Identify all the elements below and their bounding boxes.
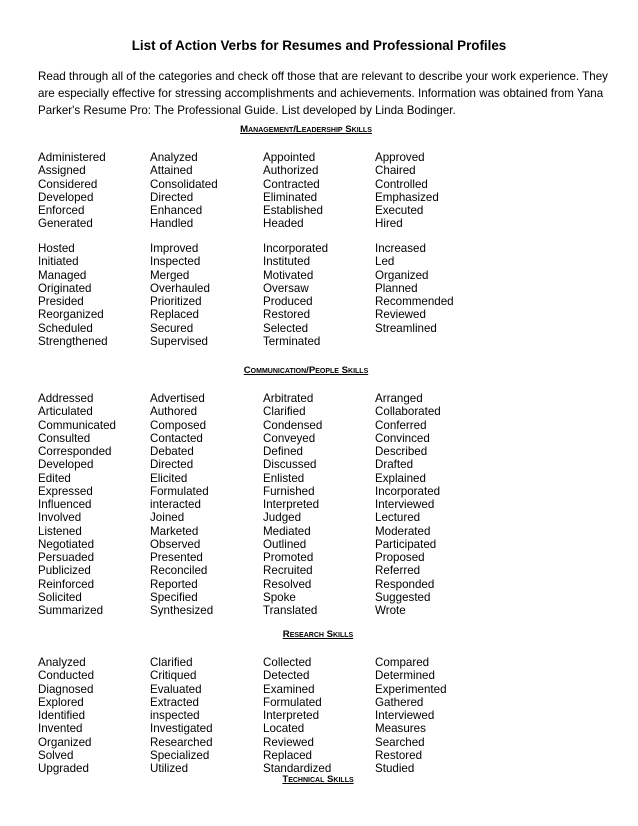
verb-row — [38, 472, 578, 485]
verb-cell: Extracted — [150, 695, 199, 709]
verb-cell: Generated — [38, 217, 93, 231]
verb-cell: Motivated — [263, 268, 314, 282]
verb-row — [38, 511, 578, 524]
verb-cell: Translated — [263, 604, 318, 617]
verb-cell — [375, 335, 505, 348]
verb-cell: Chaired — [375, 164, 416, 178]
verb-row — [38, 242, 578, 255]
verb-cell: Authored — [150, 405, 198, 419]
verb-row — [38, 392, 578, 405]
verb-cell: Outlined — [263, 537, 307, 551]
verb-cell: Interviewed — [375, 709, 435, 722]
verb-cell: Detected — [263, 669, 310, 683]
verb-cell: Spoke — [263, 590, 296, 604]
verb-cell: Emphasized — [375, 190, 439, 204]
verb-cell: Determined — [375, 669, 435, 683]
verb-cell: Approved — [375, 151, 425, 164]
verb-cell: Arranged — [375, 392, 423, 405]
verb-cell: Restored — [263, 308, 311, 322]
verb-cell: Presided — [38, 295, 84, 308]
verb-row — [38, 498, 578, 511]
verb-cell: Scheduled — [38, 321, 93, 335]
verb-cell: Overhauled — [150, 281, 210, 295]
verb-cell: Incorporated — [375, 484, 441, 498]
verb-cell: Produced — [263, 295, 313, 308]
verb-cell: Reported — [150, 577, 198, 591]
verb-cell: Addressed — [38, 392, 94, 405]
verb-cell: Suggested — [375, 590, 431, 604]
section-heading-research: Research Skills — [282, 629, 354, 640]
verb-cell: Interviewed — [375, 498, 435, 511]
verb-row — [38, 445, 578, 458]
verb-cell: Reviewed — [375, 308, 426, 322]
verb-cell: Appointed — [263, 151, 316, 164]
verb-cell: Initiated — [38, 255, 79, 269]
verb-cell: Marketed — [150, 524, 199, 538]
verb-row — [38, 696, 578, 709]
verb-cell: Compared — [375, 656, 430, 669]
verb-row — [38, 458, 578, 471]
verb-cell: Consulted — [38, 431, 91, 445]
verb-row — [38, 204, 578, 217]
verb-cell: Persuaded — [38, 551, 95, 564]
verb-cell: Led — [375, 255, 395, 269]
verb-cell: Conferred — [375, 418, 427, 432]
verb-cell: Investigated — [150, 722, 213, 736]
verb-cell: Corresponded — [38, 445, 112, 458]
verb-cell: Solicited — [38, 590, 82, 604]
verb-cell: Promoted — [263, 551, 314, 564]
verb-cell: Secured — [150, 321, 194, 335]
verb-row — [38, 591, 578, 604]
verb-cell: Prioritized — [150, 295, 202, 308]
verb-cell: Located — [263, 722, 305, 736]
verb-cell: Recruited — [263, 564, 313, 578]
verb-cell: Measures — [375, 722, 426, 736]
verb-cell: Moderated — [375, 524, 431, 538]
verb-cell: Clarified — [263, 405, 306, 419]
verb-cell: Drafted — [375, 458, 414, 472]
verb-cell: Condensed — [263, 418, 323, 432]
verb-row — [38, 564, 578, 577]
verb-cell: Reinforced — [38, 577, 95, 591]
verb-cell: Defined — [263, 445, 303, 458]
document-title: List of Action Verbs for Resumes and Professional Profiles — [131, 38, 507, 53]
verb-cell: Judged — [263, 511, 302, 525]
verb-cell: Reviewed — [263, 735, 314, 749]
verb-row — [38, 322, 578, 335]
verb-cell: Managed — [38, 268, 87, 282]
verb-row — [38, 736, 578, 749]
verb-cell: Examined — [263, 682, 315, 696]
verb-cell: Improved — [150, 242, 199, 255]
verb-cell: Terminated — [263, 334, 321, 348]
verb-cell: Joined — [150, 511, 185, 525]
verb-row — [38, 217, 578, 230]
verb-cell: Formulated — [150, 484, 209, 498]
verb-cell: Collaborated — [375, 405, 441, 419]
verb-cell: Formulated — [263, 695, 322, 709]
verb-cell: Consolidated — [150, 177, 218, 191]
section-heading-technical: Technical Skills — [282, 774, 354, 785]
verb-cell: Advertised — [150, 392, 205, 405]
verb-cell: Handled — [150, 217, 194, 231]
intro-line: Parker's Resume Pro: The Professional Guide. List developed by Linda Bodinger. — [38, 104, 456, 117]
verb-cell: Clarified — [150, 656, 193, 669]
verb-cell: Researched — [150, 735, 213, 749]
verb-cell: Negotiated — [38, 537, 95, 551]
verb-cell: Interpreted — [263, 498, 320, 511]
verb-cell: Hired — [375, 217, 403, 231]
verb-cell: Controlled — [375, 177, 428, 191]
verb-cell: Enlisted — [263, 471, 305, 485]
verb-row — [38, 335, 578, 348]
verb-row — [38, 151, 578, 164]
verb-row — [38, 683, 578, 696]
verb-cell: Merged — [150, 268, 190, 282]
verb-cell: Resolved — [263, 577, 312, 591]
intro-line: are especially effective for stressing accomplishments and achievements. Information was obtained from Yana — [38, 87, 604, 100]
verb-cell: Directed — [150, 190, 194, 204]
verb-cell: Supervised — [150, 334, 209, 348]
intro-line: Read through all of the categories and check off those that are relevant to describe your work experience. They — [38, 70, 608, 83]
verb-row — [38, 419, 578, 432]
verb-cell: Conducted — [38, 669, 95, 683]
verb-cell: Discussed — [263, 458, 317, 472]
verb-cell: Administered — [38, 151, 106, 164]
verb-cell: Enforced — [38, 204, 85, 217]
verb-cell: Utilized — [150, 762, 189, 775]
verb-cell: Headed — [263, 217, 304, 231]
verb-cell: Enhanced — [150, 204, 203, 217]
management-verbs-group-2 — [38, 242, 578, 348]
verb-row — [38, 485, 578, 498]
verb-row — [38, 656, 578, 669]
verb-cell: Executed — [375, 204, 424, 217]
verb-cell: Arbitrated — [263, 392, 314, 405]
verb-cell: Selected — [263, 321, 309, 335]
verb-cell: Responded — [375, 577, 435, 591]
verb-row — [38, 525, 578, 538]
verb-cell: Searched — [375, 735, 425, 749]
verb-cell: Specialized — [150, 748, 210, 762]
verb-cell: Elicited — [150, 471, 188, 485]
verb-cell: Directed — [150, 458, 194, 472]
verb-row — [38, 749, 578, 762]
verb-cell: Considered — [38, 177, 98, 191]
verb-cell: Referred — [375, 564, 421, 578]
verb-row — [38, 722, 578, 735]
verb-cell: Established — [263, 204, 323, 217]
intro-paragraph — [38, 68, 608, 119]
verb-cell: Developed — [38, 190, 94, 204]
verb-cell: Convinced — [375, 431, 430, 445]
verb-cell: Conveyed — [263, 431, 316, 445]
verb-cell: Analyzed — [38, 656, 86, 669]
verb-cell: Lectured — [375, 511, 421, 525]
verb-cell: Solved — [38, 748, 74, 762]
verb-cell: Replaced — [150, 308, 199, 322]
verb-cell: Synthesized — [150, 604, 214, 617]
verb-row — [38, 269, 578, 282]
verb-cell: Mediated — [263, 524, 311, 538]
verb-cell: Listened — [38, 524, 82, 538]
verb-cell: interacted — [150, 498, 201, 511]
verb-cell: Debated — [150, 445, 194, 458]
verb-cell: Interpreted — [263, 709, 320, 722]
verb-row — [38, 308, 578, 321]
verb-cell: Furnished — [263, 484, 315, 498]
verb-row — [38, 432, 578, 445]
section-heading-communication: Communication/People Skills — [243, 365, 369, 376]
verb-cell: Instituted — [263, 255, 311, 269]
verb-cell: Developed — [38, 458, 94, 472]
verb-cell: Evaluated — [150, 682, 202, 696]
verb-cell: Incorporated — [263, 242, 329, 255]
verb-row — [38, 538, 578, 551]
verb-cell: Critiqued — [150, 669, 197, 683]
verb-cell: Diagnosed — [38, 682, 94, 696]
verb-cell: Involved — [38, 511, 82, 525]
verb-row — [38, 282, 578, 295]
verb-cell: Presented — [150, 551, 203, 564]
verb-cell: Standardized — [263, 762, 332, 775]
research-verbs — [38, 656, 578, 775]
verb-cell: Organized — [38, 735, 92, 749]
verb-row — [38, 191, 578, 204]
verb-row — [38, 604, 578, 617]
verb-row — [38, 578, 578, 591]
verb-row — [38, 295, 578, 308]
verb-cell: Planned — [375, 281, 418, 295]
verb-cell: Invented — [38, 722, 83, 736]
verb-cell: Collected — [263, 656, 312, 669]
verb-cell: Experimented — [375, 682, 447, 696]
verb-cell: Oversaw — [263, 281, 309, 295]
verb-cell: Wrote — [375, 604, 406, 617]
verb-cell: Explored — [38, 695, 84, 709]
verb-cell: Reconciled — [150, 564, 208, 578]
verb-cell: Analyzed — [150, 151, 198, 164]
verb-cell: Authorized — [263, 164, 319, 178]
verb-cell: Edited — [38, 471, 71, 485]
verb-row — [38, 178, 578, 191]
verb-cell: Described — [375, 445, 428, 458]
verb-cell: Explained — [375, 471, 426, 485]
section-heading-management: Management/Leadership Skills — [240, 124, 372, 135]
verb-cell: Inspected — [150, 255, 201, 269]
verb-cell: Originated — [38, 281, 92, 295]
verb-cell: Publicized — [38, 564, 91, 578]
verb-cell: Gathered — [375, 695, 424, 709]
verb-row — [38, 551, 578, 564]
verb-cell: Contracted — [263, 177, 320, 191]
verb-cell: Recommended — [375, 295, 454, 308]
verb-cell: Replaced — [263, 748, 312, 762]
verb-cell: Observed — [150, 537, 201, 551]
verb-cell: Specified — [150, 590, 198, 604]
verb-cell: Eliminated — [263, 190, 318, 204]
verb-cell: Communicated — [38, 418, 116, 432]
verb-cell: Upgraded — [38, 762, 89, 775]
verb-cell: Identified — [38, 709, 86, 722]
verb-cell: Hosted — [38, 242, 75, 255]
verb-cell: Proposed — [375, 551, 425, 564]
verb-cell: Assigned — [38, 164, 86, 178]
verb-cell: Studied — [375, 762, 415, 775]
verb-cell: inspected — [150, 709, 200, 722]
verb-row — [38, 255, 578, 268]
verb-row — [38, 709, 578, 722]
verb-row — [38, 164, 578, 177]
verb-cell: Expressed — [38, 484, 93, 498]
verb-cell: Influenced — [38, 498, 92, 511]
verb-cell: Contacted — [150, 431, 203, 445]
management-verbs-group-1 — [38, 151, 578, 231]
verb-cell: Attained — [150, 164, 193, 178]
verb-cell: Streamlined — [375, 321, 437, 335]
verb-cell: Restored — [375, 748, 423, 762]
verb-cell: Reorganized — [38, 308, 104, 322]
verb-cell: Composed — [150, 418, 207, 432]
verb-cell: Strengthened — [38, 334, 108, 348]
verb-row — [38, 405, 578, 418]
communication-verbs — [38, 392, 578, 617]
verb-cell: Summarized — [38, 604, 104, 617]
verb-cell: Participated — [375, 537, 437, 551]
verb-row — [38, 669, 578, 682]
verb-cell: Articulated — [38, 405, 93, 419]
verb-cell: Increased — [375, 242, 426, 255]
verb-cell: Organized — [375, 268, 429, 282]
